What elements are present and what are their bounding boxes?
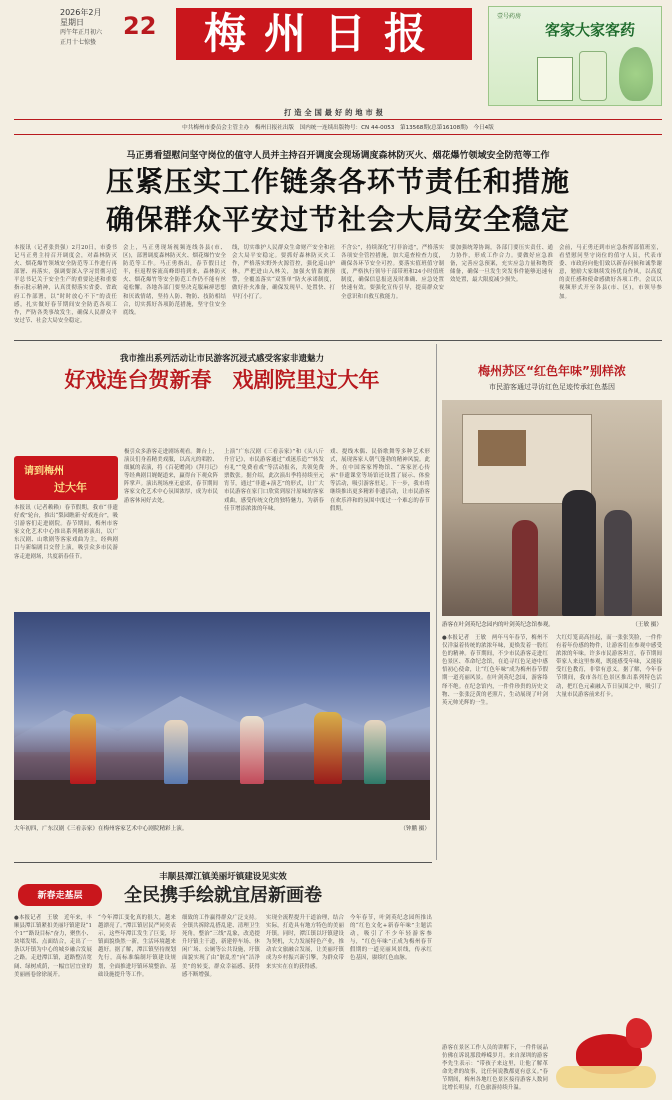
slogan: 打造全国最好的地市报: [284, 108, 386, 117]
red-col-3: 游客在景区工作人员的讲解下，一件件展品仿佛在诉说那段峥嵘岁月。来自深圳的游客李先生表示：“带孩子来这里，让他了解革命先辈的故事，比任何说教都更有意义。”春节期间，梅州各地红色景区接待游客人数同比增长明显，红色旅游持续升温。: [442, 1045, 548, 1092]
lead-col-4: 不含公”，持续深化“打非治违”，严格落实各项安全管控措施，加大巡查检查力度，确保各环节安全可控。要落实值班值守制度，严格执行领导干部带班和24小时值班制度，确保信息报送及时准确、应急处置快速有效。要强化宣传引导，提高群众安全意识和自救互救能力。: [341, 245, 444, 300]
village-story: [14, 864, 432, 1100]
performer-2: [164, 720, 188, 784]
masthead-title-box: [176, 8, 472, 60]
ad-product-box: [537, 57, 573, 101]
village-col-2: “今年潭江变化真的很大，越来越漂亮了。”潭江镇居民严同奕表示，这些年潭江发生了巨变，圩镇面貌焕然一新，生活环境越来越好。据了解，潭江镇坚持规划先行，高标准编制圩镇建设规划，全面推进圩镇环境整治、基础设施提升等工作。: [98, 915, 176, 978]
opera-kicker: 我市推出系列活动让市民游客沉浸式感受客家非遗魅力: [119, 354, 324, 364]
ad-title: 客家大家客药: [545, 21, 636, 39]
red-photo: [442, 400, 662, 616]
opera-photo-caption: 大年初四，广东汉剧《三看亲家》在梅州客家艺术中心剧院精彩上演。: [14, 826, 188, 832]
masthead-rule-bottom: [14, 134, 662, 135]
opera-badge: [14, 456, 118, 500]
horse-cloud: [556, 1066, 656, 1088]
opera-col-1: 本报讯（记者赖赖）春节假期，我市“非遗好戏”轮台，推出“梨园瞧新·好戏连台”，吸引游客们走进剧院。春节期间，梅州市客家文化艺术中心推出系列精彩演出，以广东汉剧、山歌剧等客家戏曲为主，经典剧目与新编剧目交替上演，吸引众多市民游客走进剧场，共度新春佳节。: [14, 505, 118, 560]
red-col-1: ●本报记者 王敏 两年马年春节，梅州不仅洋溢着传统的浓浓年味，更焕发着一股红色的精神。春节期间，不少市民游客走进红色景区、革命纪念馆，在追寻红色足迹中感悟初心使命，让“红色年味”成为梅州春节假期一道亮丽风景。在叶剑英纪念园，游客络绎不绝。在纪念馆内，一件件珍贵的历史文物、一张张泛黄的老照片，生动展现了叶剑英元帅光辉的一生。: [442, 635, 548, 706]
visitor-1: [562, 490, 596, 616]
ad-leaf-icon: [619, 47, 653, 101]
opera-col-3: 上演“广东汉剧《三看亲家》”和《头八斤升官记》，市民游客通过“戏迷乐追”“转发有礼”“免费看戏”等活动报名，共领免费票数张。据介绍，此次演出季将持续至元宵节，通过“非遗+演艺”的形式，让广大市民游客在家门口欣赏到原汁原味的客家戏曲，感受传统文化的独特魅力，为新春佳节增添浓浓的年味。: [224, 449, 324, 512]
date-lunar: 丙午年正月初六: [60, 29, 103, 36]
opera-story: [14, 344, 430, 860]
lead-story: [14, 140, 662, 338]
visitor-2: [604, 510, 632, 616]
opera-headline: 好戏连台贺新春 戏剧院里过大年: [64, 368, 380, 392]
lead-col-6: 会前，马正勇还到市应急指挥部值班室，看望慰问坚守岗位的值守人员，代表市委、市政府向他们致以新春问候和诚挚谢意，勉励大家继续发扬优良作风，以高度的责任感和使命感做好各项工作。会议以视频形式开至各县(市、区)，市领导参加。: [559, 245, 662, 300]
newspaper-title: 梅州日报: [203, 9, 444, 58]
date-weekday: 星期日: [60, 18, 84, 27]
opera-col-4: 戏、提线木偶、民俗歌舞等多种艺术形式，展现客家人朝气蓬勃的精神风貌。此外，在中国客家博物馆、“客家匠心传承”非遗课堂等场馆还设置了展示、体验等活动，吸引游客驻足。下一步，我市将继续推出更多精彩非遗活动，让市民游客在欢乐祥和的氛围中度过一个难忘的春节假期。: [330, 449, 430, 512]
red-caption: 游客在叶剑英纪念园内的叶剑英纪念馆参观。: [442, 622, 554, 628]
lead-col-2: 会上，马正勇现场视频连线各县(市、区)，部署调度森林防灭火、烟花爆竹安全防范等工作。马正勇指出，春节假日过半，但返程客流高峰即将到来，森林防灭火、烟花爆竹等安全防范工作仍不能有丝毫松懈。各地各部门要坚决克服麻痹思想和厌战情绪，坚持人防、物防、技防相结合，切实抓好各项防范措施，坚守住安全底线。: [123, 245, 226, 316]
masthead: [0, 0, 672, 140]
opera-col-2: 极引众多游客走进剧场观看。舞台上，演员们身着精美戏服，以高亢的唱腔、细腻的表演，将《百花赠剑》《拜月记》等经典剧目娓娓道来，赢得台下观众阵阵掌声。演出现场座无虚席，春节期间客家文化艺术中心氛围浓厚，成为市民游客休闲好去处。: [124, 449, 218, 504]
performer-3: [240, 716, 264, 784]
performer-4: [314, 712, 342, 784]
date-month: 2026年2月: [60, 8, 102, 17]
exhibit-frame: [478, 430, 526, 466]
village-kicker: 丰顺县潭江镇美丽圩镇建设见实效: [159, 872, 287, 882]
lead-divider: [14, 340, 662, 341]
red-col-2: 大红灯笼高高挂起，而一张张笑脸，一件件有着年份感的物件，让游客们在参观中感受浓浓的年味。许多市民游客坦言，春节期间带家人来这里参观，既能感受年味，又能接受红色教育，非常有意义。据了解，今年春节期间，我市各红色景区推出系列特色活动，把红色元素融入节日氛围之中，吸引了大量市民游客前来打卡。: [556, 635, 662, 698]
village-badge-label: 新春走基层: [37, 891, 83, 901]
opera-photographer: （钟鹏 摄）: [400, 826, 430, 832]
red-headline: 梅州苏区“红色年味”别样浓: [478, 364, 626, 378]
badge-line-2: 过大年: [54, 481, 87, 494]
lead-kicker: 马正勇看望慰问坚守岗位的值守人员并主持召开调度会现场调度森林防灭火、烟花爆竹领域安全防范等工作: [126, 151, 550, 161]
badge-line-1: 请到梅州: [24, 466, 64, 477]
column-divider: [436, 344, 437, 860]
lead-col-3: 线，切实维护人民群众生命财产安全和社会大局平安稳定。要抓好森林防灭火工作，严格落实野外火源管控，强化巡山护林，严把进山入林关，加强火情监测预警，全覆盖落实“双签单”防火承诺制度，做好扑火准备，确保发现早、处置快、打早打小打了。: [232, 245, 335, 300]
village-col-1: ●本报记者 王敏 近年来，丰顺县潭江镇紧扣美丽圩镇建设“1个1”“路设目标”奋力，聚焦小、块堵发堵、点面结合，走出了一条以圩镇为中心的城乡融合发展之路。走进潭江镇，道路整洁宽阔、绿树成荫，一幅宜居宜业的美丽画卷徐徐展开。: [14, 915, 92, 978]
lead-headline-1: 压紧压实工作链条各环节责任和措施: [105, 165, 570, 198]
masthead-info: 中共梅州市委员会主管主办 梅州日报社出版 国内统一连续出版物号：CN 44-0053 第13568期(总第16108期) 今日4版: [182, 125, 494, 131]
visitor-3: [512, 520, 538, 616]
opera-photo: [14, 612, 430, 820]
village-col-4: 实现全流程提升干道治理，结合实际，打造具有地方特色的美丽圩镇。同时，潭江镇以圩镇建设为契机，大力发展特色产业，推动农文旅融合发展，让美丽圩镇成为乡村振兴新引擎，为群众带来实实在在的获得感。: [266, 915, 344, 970]
village-headline: 全民携手绘就宜居新画卷: [124, 885, 322, 906]
red-story: [442, 344, 662, 1100]
performer-1: [70, 714, 96, 784]
masthead-rule: [14, 119, 662, 120]
lead-col-5: 要加强统筹协调，各部门要压实责任、通力协作，形成工作合力。要做好应急准备，完善应急预案，充实应急力量和物资储备，确保一旦发生突发事件能够迅速有效处置，最大限度减少损失。: [450, 245, 553, 284]
date-day: 22: [123, 12, 157, 40]
village-badge: [18, 884, 102, 906]
village-divider: [14, 862, 432, 863]
date-solar-term: 正月十七惊蛰: [60, 39, 97, 46]
ad-product-bottle: [579, 51, 607, 101]
horse-head: [626, 1018, 652, 1048]
lead-headline-2: 确保群众平安过节社会大局安全稳定: [105, 203, 570, 236]
village-col-5: 今年春节，叶剑英纪念园所推出的“红色文化+新春年味”主题活动，吸引了不少年轻游客参与，“红色年味”正成为梅州春节假期的一道亮丽风景线，传承红色基因，赓续红色血脉。: [350, 915, 432, 962]
performer-5: [364, 720, 386, 784]
village-col-3: 细致的工作赢得群众广泛支持。全镇共拆除乱搭乱建、清理卫生死角，整治“三线”乱象，改造提升圩镇主干道，新建停车场、休闲广场、公厕等公共设施，圩镇面貌实现了由“脏乱差”向“洁净美”的转变，群众幸福感、获得感不断增强。: [182, 915, 260, 978]
horse-illustration: [556, 1012, 662, 1092]
ad-panel: [488, 6, 662, 106]
lead-col-1: 本报讯（记者张贵强）2月20日，市委书记马正勇主持召开调度会，对森林防灭火、烟花爆竹领域安全防范等工作进行再部署、再落实，强调要深入学习贯彻习近平总书记关于安全生产的重要论述和重要指示批示精神，认真贯彻落实省委、省政府工作部署，以“时时放心不下”的责任感，扎实做好春节期间安全防范各项工作，严防各类事故发生，确保人民群众平安过节、社会大局安全稳定。: [14, 245, 117, 324]
stage-floor: [14, 780, 430, 820]
red-sub: 市民游客通过寻访红色足迹传承红色基因: [489, 383, 615, 391]
red-photographer: （王敏 摄）: [632, 622, 662, 628]
ad-logo: 壹号药房: [497, 13, 522, 20]
